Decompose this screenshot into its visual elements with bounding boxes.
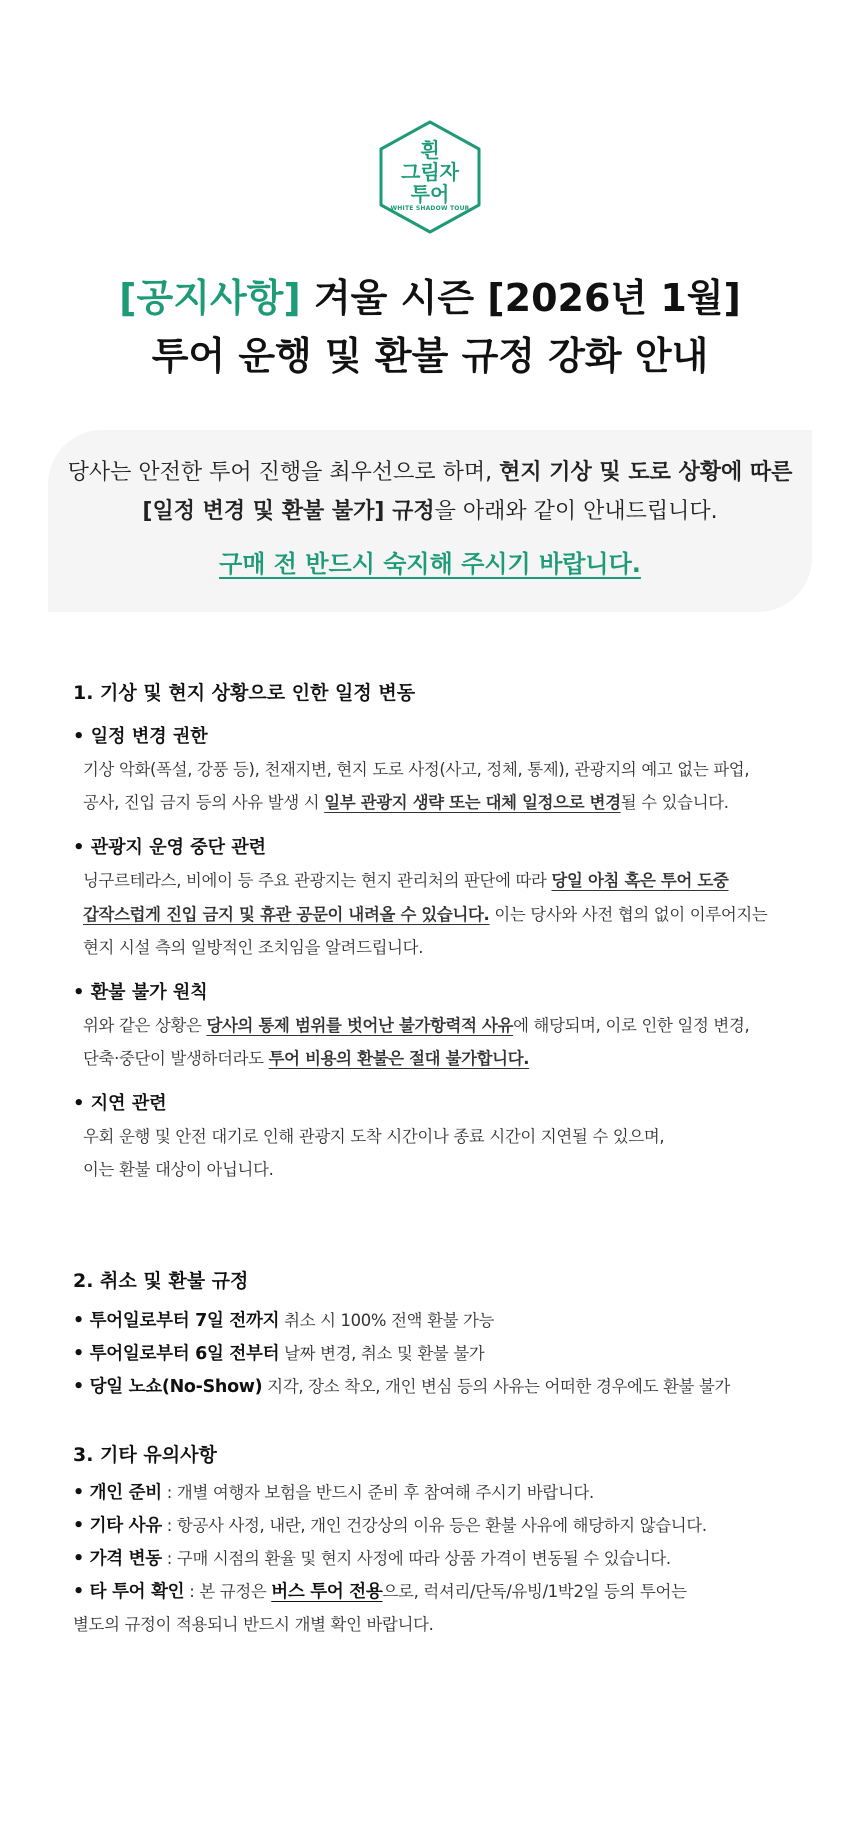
underlined-text: 당사의 통제 범위를 벗어난 불가항력적 사유 (206, 1016, 514, 1035)
etc-item-2 (73, 1516, 707, 1537)
etc-label: • 타 투어 확인 (73, 1582, 185, 1602)
text-span: 위와 같은 상황은 (83, 1016, 207, 1035)
logo-text-line1: 흰 (420, 138, 440, 162)
notice-line1 (48, 459, 812, 488)
brand-logo (377, 119, 483, 235)
etc-text: : 개별 여행자 보험을 반드시 준비 후 참여해 주시기 바랍니다. (161, 1483, 594, 1502)
text-span: 될 수 있습니다. (620, 793, 729, 812)
notice-line2-text: 을 아래와 같이 안내드립니다. (434, 499, 718, 524)
text-span: 이는 당사와 사전 협의 없이 이루어지는 (489, 905, 768, 924)
section3-heading: 3. 기타 유의사항 (73, 1444, 217, 1466)
notice-emphasis: 구매 전 반드시 숙지해 주시기 바랍니다. (219, 550, 641, 578)
page-title-line1 (0, 276, 860, 322)
etc-label: • 기타 사유 (73, 1516, 162, 1536)
title-line1-text: 겨울 시즌 [2026년 1월] (300, 276, 741, 320)
logo-english-text: WHITE SHADOW TOUR (390, 205, 470, 212)
text-span: 닝구르테라스, 비에이 등 주요 관광지는 현지 관리처의 판단에 따라 (83, 871, 552, 890)
etc-text: : 구매 시점의 환율 및 현지 사정에 따라 상품 가격이 변동될 수 있습니다. (161, 1549, 671, 1568)
text-span: 에 해당되며, 이로 인한 일정 변경, (513, 1016, 750, 1035)
rule-label: • 투어일로부터 7일 전까지 (73, 1311, 280, 1331)
underlined-text: 당일 아침 혹은 투어 도중 (551, 871, 729, 890)
notice-line3 (48, 549, 812, 580)
text-span: 공사, 진입 금지 등의 사유 발생 시 (83, 793, 325, 812)
underlined-text: 버스 투어 전용 (271, 1582, 383, 1602)
page-title-line2: 투어 운행 및 환불 규정 강화 안내 (151, 334, 709, 378)
section1-item4-line1: 우회 운행 및 안전 대기로 인해 관광지 도착 시간이나 종료 시간이 지연될 수 있으며, (83, 1127, 665, 1146)
etc-item-4 (73, 1582, 687, 1603)
section1-item3-line2 (83, 1049, 529, 1069)
etc-label: • 가격 변동 (73, 1549, 162, 1569)
notice-line1-bold: 현지 기상 및 도로 상황에 따른 (499, 460, 793, 485)
section1-item3-title: • 환불 불가 원칙 (73, 982, 208, 1003)
section1-item3-line1 (83, 1016, 749, 1036)
section1-item1-title: • 일정 변경 권한 (73, 726, 208, 747)
section1-item4-title: • 지연 관련 (73, 1093, 167, 1114)
etc-text: 으로, 럭셔리/단독/유빙/1박2일 등의 투어는 (382, 1582, 687, 1601)
section1-item2-title: • 관광지 운영 중단 관련 (73, 837, 267, 858)
underlined-text: 갑작스럽게 진입 금지 및 휴관 공문이 내려올 수 있습니다. (83, 905, 490, 924)
logo-text-line2: 그림자 (401, 160, 459, 184)
refund-rule-3 (73, 1377, 730, 1398)
notice-line2-bold: [일정 변경 및 환불 불가] 규정 (142, 499, 435, 524)
title-accent: [공지사항] (119, 276, 301, 320)
section1-heading: 1. 기상 및 현지 상황으로 인한 일정 변동 (73, 682, 416, 704)
notice-line2 (48, 498, 812, 527)
rule-text: 취소 시 100% 전액 환불 가능 (279, 1311, 495, 1330)
etc-item-4-line2: 별도의 규정이 적용되니 반드시 개별 확인 바랍니다. (73, 1615, 434, 1634)
underlined-text: 투어 비용의 환불은 절대 불가합니다. (268, 1049, 530, 1068)
section2-heading: 2. 취소 및 환불 규정 (73, 1270, 249, 1292)
etc-item-3 (73, 1549, 671, 1570)
etc-text: : 항공사 사정, 내란, 개인 건강상의 이유 등은 환불 사유에 해당하지 않습니다. (161, 1516, 707, 1535)
etc-item-1 (73, 1483, 594, 1504)
refund-rule-1 (73, 1311, 494, 1332)
section1-item2-line3: 현지 시설 측의 일방적인 조치임을 알려드립니다. (83, 938, 424, 957)
text-span: 단축·중단이 발생하더라도 (83, 1049, 269, 1068)
section1-item1-line2 (83, 793, 729, 813)
logo-text-line3: 투어 (410, 182, 450, 206)
notice-line1-text: 당사는 안전한 투어 진행을 최우선으로 하며, (67, 460, 500, 485)
etc-text: : 본 규정은 (184, 1582, 272, 1601)
rule-text: 날짜 변경, 취소 및 환불 불가 (279, 1344, 485, 1363)
section1-item4-line2: 이는 환불 대상이 아닙니다. (83, 1160, 274, 1179)
underlined-text: 일부 관광지 생략 또는 대체 일정으로 변경 (324, 793, 621, 812)
etc-label: • 개인 준비 (73, 1483, 162, 1503)
rule-label: • 당일 노쇼(No-Show) (73, 1377, 263, 1397)
rule-text: 지각, 장소 착오, 개인 변심 등의 사유는 어떠한 경우에도 환불 불가 (262, 1377, 731, 1396)
section1-item1-line1: 기상 악화(폭설, 강풍 등), 천재지변, 현지 도로 사정(사고, 정체, 통제), 관광지의 예고 없는 파업, (83, 760, 750, 779)
section1-item2-line2 (83, 905, 767, 925)
refund-rule-2 (73, 1344, 484, 1365)
section1-item2-line1 (83, 871, 728, 891)
rule-label: • 투어일로부터 6일 전부터 (73, 1344, 280, 1364)
